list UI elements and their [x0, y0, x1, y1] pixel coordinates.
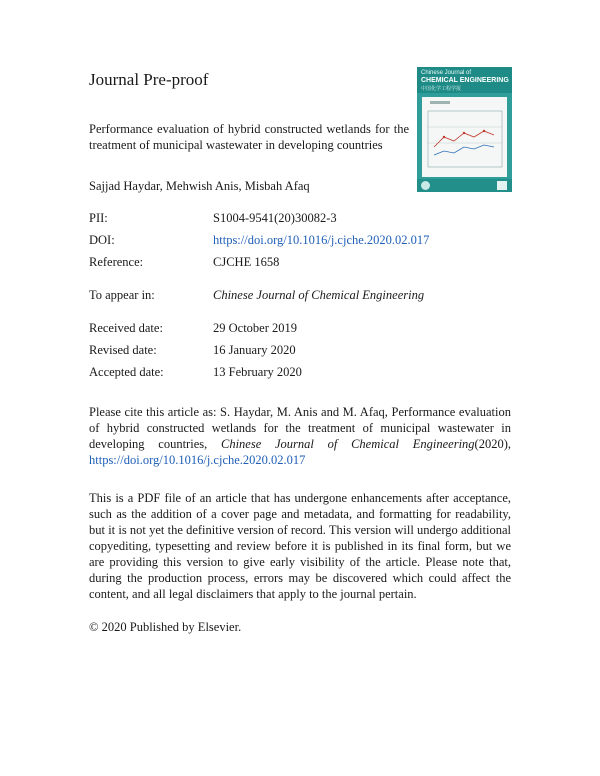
meta-label: Received date: [89, 321, 163, 335]
article-authors: Sajjad Haydar, Mehwish Anis, Misbah Afaq [89, 179, 310, 193]
meta-value: CJCHE 1658 [213, 255, 280, 269]
cover-publisher-icon [497, 181, 507, 190]
meta-label: Reference: [89, 255, 144, 269]
preproof-notice: This is a PDF file of an article that has undergone enhancements after acceptance, such as the addition of a cover page and metadata, and formatting for readability, but it is not yet the definitive version of record. This version will undergo additional copyediting, typesetting and review before it is published in its final form, but we are providing this version to give early visibility of the article. Please note that, during the production process, errors may be discovered which could affect the content, and all legal disclaimers that apply to the journal pertain. [89, 491, 511, 601]
meta-label: To appear in: [89, 288, 155, 302]
doi-link[interactable]: https://doi.org/10.1016/j.cjche.2020.02.017 [213, 233, 430, 247]
meta-value: 13 February 2020 [213, 365, 302, 379]
meta-value: 16 January 2020 [213, 343, 296, 357]
meta-label: Accepted date: [89, 365, 164, 379]
cover-line2: CHEMICAL ENGINEERING [421, 77, 509, 84]
cover-figure-panel [422, 97, 507, 177]
cover-line1: Chinese Journal of [421, 70, 472, 76]
meta-label: DOI: [89, 233, 115, 247]
article-title: Performance evaluation of hybrid constructed wetlands for the treatment of municipal wastewater in developing countries [89, 122, 409, 152]
citation-year: (2020), [474, 437, 511, 451]
copyright-line: © 2020 Published by Elsevier. [89, 620, 242, 634]
meta-value-journal: Chinese Journal of Chemical Engineering [213, 288, 425, 302]
cover-figure-graphic [422, 97, 507, 177]
meta-label: PII: [89, 211, 108, 225]
meta-value: 29 October 2019 [213, 321, 298, 335]
cover-line3: 中国化学工程学报 [421, 86, 462, 92]
journal-cover-image [417, 67, 512, 192]
meta-value: S1004-9541(20)30082-3 [213, 211, 337, 225]
citation-doi-link[interactable]: https://doi.org/10.1016/j.cjche.2020.02.017 [89, 453, 306, 467]
meta-label: Revised date: [89, 343, 157, 357]
journal-preproof-heading: Journal Pre-proof [89, 70, 209, 89]
cover-logo-icon [421, 181, 430, 190]
citation-paragraph [89, 404, 511, 468]
citation-text: Please cite this article as: S. Haydar, M. Anis and M. Afaq, Performance evaluation of hybrid constructed wetlands for the treatment of municipal wastewater in developing countries, [89, 405, 511, 451]
citation-journal: Chinese Journal of Chemical Engineering [220, 437, 475, 451]
